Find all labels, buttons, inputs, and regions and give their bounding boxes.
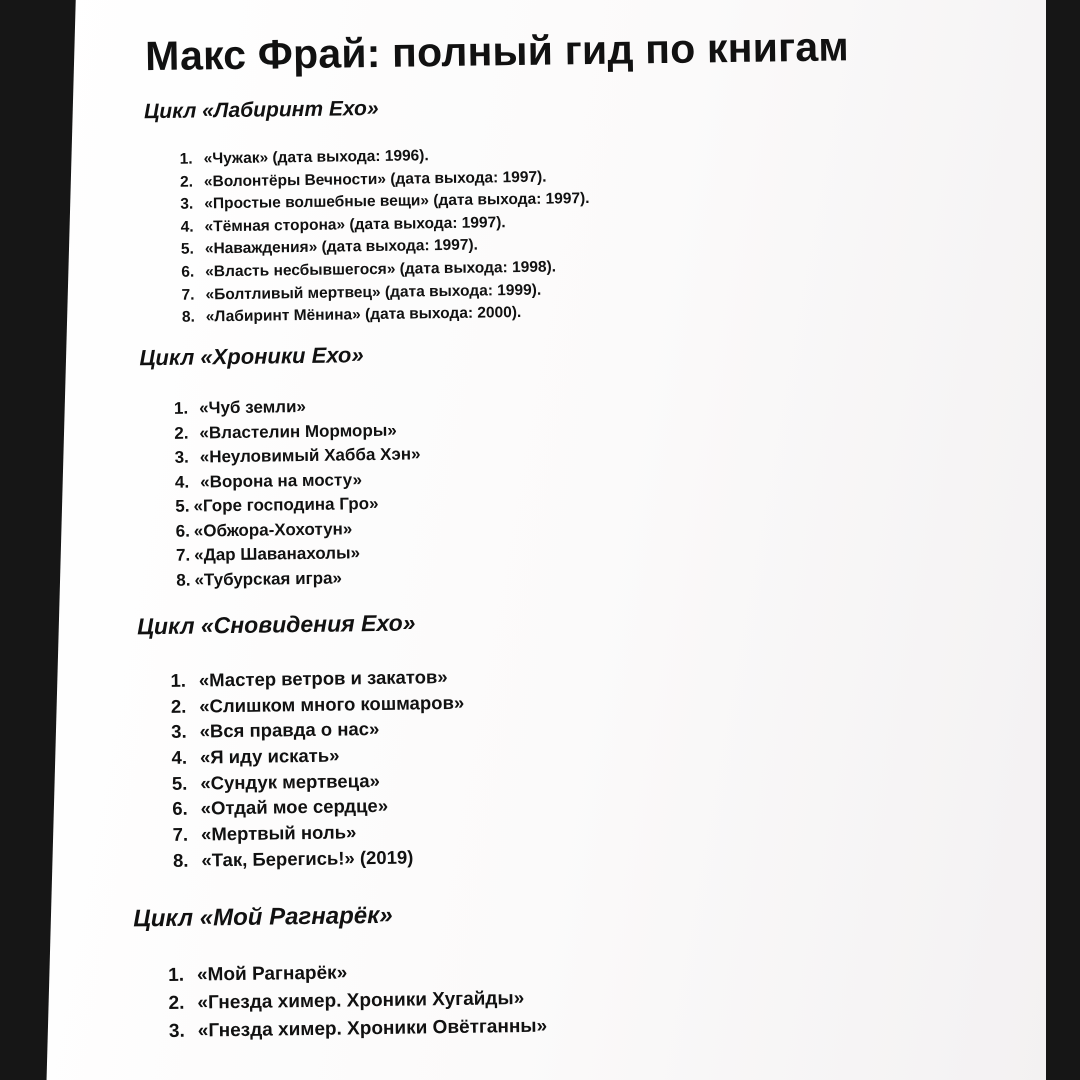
item-number: 2. bbox=[174, 423, 189, 443]
list-item bbox=[175, 301, 592, 329]
item-number: 1. bbox=[179, 150, 193, 168]
section-chronicles-echo bbox=[139, 341, 422, 593]
item-text: «Обжора-Хохотун» bbox=[193, 518, 353, 541]
section-heading: Цикл «Мой Рагнарёк» bbox=[133, 901, 393, 933]
item-text: «Неуловимый Хабба Хэн» bbox=[199, 444, 421, 467]
item-number: 1. bbox=[168, 964, 185, 986]
item-number: 7. bbox=[181, 286, 195, 304]
list-item bbox=[164, 689, 464, 719]
item-text: «Мастер ветров и закатов» bbox=[198, 666, 448, 691]
book-list bbox=[162, 957, 547, 1046]
list-item bbox=[166, 844, 466, 874]
item-number: 1. bbox=[173, 398, 189, 418]
item-text: «Гнезда химер. Хроники Хугайды» bbox=[197, 987, 525, 1014]
item-number: 3. bbox=[180, 195, 194, 213]
item-number: 2. bbox=[168, 992, 185, 1014]
item-text: «Чуб земли» bbox=[198, 396, 307, 418]
list-item bbox=[170, 516, 422, 544]
book-list bbox=[164, 664, 467, 874]
item-number: 3. bbox=[171, 721, 187, 743]
item-text: «Слишком много кошмаров» bbox=[199, 691, 465, 717]
item-number: 4. bbox=[180, 218, 194, 236]
item-text: «Наваждения» (дата выхода: 1997). bbox=[204, 236, 478, 258]
list-item bbox=[169, 491, 421, 519]
item-text: «Ворона на мосту» bbox=[200, 469, 363, 491]
book-list bbox=[173, 143, 592, 330]
item-number: 8. bbox=[172, 849, 189, 871]
item-number: 7. bbox=[172, 823, 189, 846]
item-text: «Лабиринт Мёнина» (дата выхода: 2000). bbox=[205, 304, 522, 326]
item-number: 8. bbox=[181, 308, 195, 326]
item-text: «Горе господина Гро» bbox=[193, 493, 379, 516]
section-my-ragnarok bbox=[133, 900, 547, 1047]
list-item bbox=[170, 540, 422, 568]
section-heading: Цикл «Лабиринт Ехо» bbox=[143, 96, 379, 124]
item-number: 3. bbox=[174, 447, 189, 467]
item-number: 6. bbox=[175, 521, 190, 541]
item-number: 4. bbox=[174, 472, 190, 492]
list-item bbox=[168, 418, 420, 446]
document-content bbox=[63, 0, 978, 1080]
item-number: 5. bbox=[171, 772, 188, 794]
item-number: 2. bbox=[170, 695, 187, 717]
item-number: 6. bbox=[181, 263, 195, 281]
item-text: «Гнезда химер. Хроники Овётганны» bbox=[197, 1015, 548, 1042]
list-item bbox=[168, 393, 420, 421]
list-item bbox=[169, 467, 421, 495]
item-text: «Сундук мертвеца» bbox=[200, 769, 380, 794]
section-heading: Цикл «Сновидения Ехо» bbox=[136, 609, 416, 640]
item-text: «Вся правда о нас» bbox=[199, 718, 380, 742]
item-text: «Мертвый ноль» bbox=[200, 821, 357, 845]
item-number: 8. bbox=[176, 570, 191, 590]
item-text: «Тёмная сторона» (дата выхода: 1997). bbox=[204, 213, 506, 236]
item-number: 5. bbox=[175, 496, 190, 516]
item-number: 3. bbox=[168, 1020, 185, 1042]
section-dreams-echo bbox=[137, 609, 466, 874]
item-text: «Волонтёры Вечности» (дата выхода: 1997). bbox=[203, 168, 547, 190]
list-item bbox=[163, 1013, 548, 1046]
item-number: 6. bbox=[172, 798, 188, 820]
item-number: 5. bbox=[180, 240, 195, 259]
item-number: 7. bbox=[175, 545, 191, 565]
item-number: 1. bbox=[170, 669, 187, 691]
item-text: «Дар Шаванахолы» bbox=[194, 543, 361, 565]
item-number: 4. bbox=[171, 746, 188, 768]
list-item bbox=[169, 442, 421, 470]
list-item bbox=[170, 565, 422, 593]
item-text: «Тубурская игра» bbox=[194, 567, 343, 590]
item-text: «Чужак» (дата выхода: 1996). bbox=[203, 147, 429, 168]
item-text: «Отдай мое сердце» bbox=[200, 795, 389, 819]
section-labyrinth-echo bbox=[144, 94, 591, 330]
section-heading: Цикл «Хроники Ехо» bbox=[139, 342, 364, 371]
page-title: Макс Фрай: полный гид по книгам bbox=[144, 23, 850, 80]
item-text: «Так, Берегись!» (2019) bbox=[201, 846, 414, 871]
item-text: «Болтливый мертвец» (дата выхода: 1999). bbox=[205, 281, 542, 303]
item-text: «Мой Рагнарёк» bbox=[196, 962, 348, 986]
book-list bbox=[168, 393, 422, 592]
item-text: «Простые волшебные вещи» (дата выхода: 1997). bbox=[204, 190, 590, 213]
item-text: «Я иду искать» bbox=[199, 744, 340, 768]
item-number: 2. bbox=[179, 173, 194, 191]
item-text: «Властелин Морморы» bbox=[199, 420, 397, 442]
item-text: «Власть несбывшегося» (дата выхода: 1998). bbox=[205, 258, 557, 281]
